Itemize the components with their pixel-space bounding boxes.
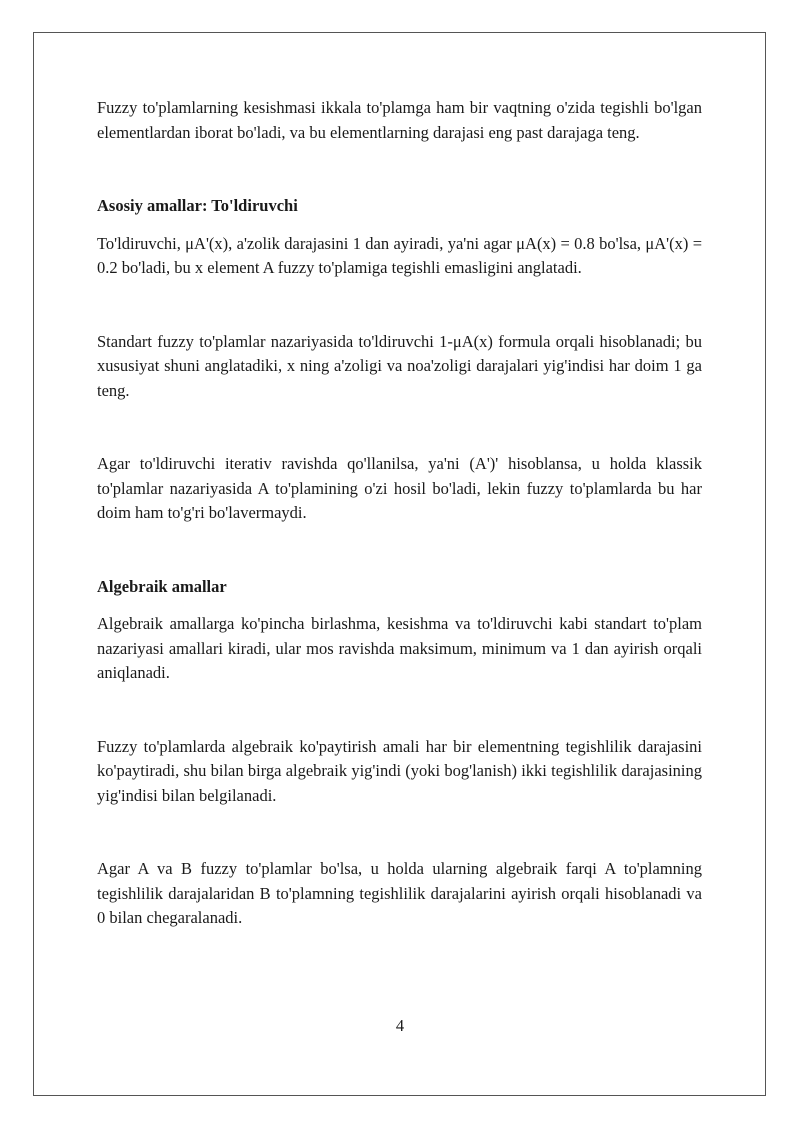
paragraph-complement-definition: To'ldiruvchi, μA'(x), a'zolik darajasini 1 dan ayiradi, ya'ni agar μA(x) = 0.8 bo'lsa, μA'(x) = 0.2 bo'ladi, bu x element A fuzzy to'plamiga tegishli emasligini anglatadi.: [97, 233, 702, 277]
heading-complement: Asosiy amallar: To'ldiruvchi: [97, 196, 298, 215]
paragraph-iterative-complement: Agar to'ldiruvchi iterativ ravishda qo'llanilsa, ya'ni (A')' hisoblansa, u holda klassik to'plamlar nazariyasida A to'plamining o'zi hosil bo'ladi, lekin fuzzy to'plamlarda bu har doim ham to'g'ri bo'lavermaydi.: [97, 454, 702, 522]
paragraph-standard-complement: Standart fuzzy to'plamlar nazariyasida to'ldiruvchi 1-μA(x) formula orqali hisoblanadi; bu xususiyat shuni anglatadiki, x ning a'zoligi va noa'zoligi darajalari yig'indisi har doim 1 ga teng.: [97, 331, 702, 400]
paragraph-algebraic-operations: Algebraik amallarga ko'pincha birlashma, kesishma va to'ldiruvchi kabi standart to'plam nazariyasi amallari kiradi, ular mos ravishda maksimum, minimum va 1 dan ayirish orqali aniqlanadi.: [97, 614, 702, 682]
paragraph-intersection: Fuzzy to'plamlarning kesishmasi ikkala to'plamga ham bir vaqtning o'zida tegishli bo'lgan elementlardan iborat bo'ladi, va bu elementlarning darajasi eng past darajaga teng.: [97, 98, 702, 142]
heading-algebraic-operations: Algebraik amallar: [97, 576, 227, 596]
paragraph-algebraic-difference: Agar A va B fuzzy to'plamlar bo'lsa, u holda ularning algebraik farqi A to'plamning tegishlilik darajalaridan B to'plamning tegishlilik darajalarini ayirish orqali hisoblanadi va 0 bilan chegaralanadi.: [97, 859, 702, 927]
document-body: [97, 96, 702, 931]
page-number: 4: [395, 1016, 405, 1035]
paragraph-algebraic-product: Fuzzy to'plamlarda algebraik ko'paytirish amali har bir elementning tegishlilik darajasini ko'paytiradi, shu bilan birga algebraik yig'indi (yoki bog'lanish) ikki tegishlilik darajasining yig'indisi bilan belgilanadi.: [97, 736, 702, 805]
